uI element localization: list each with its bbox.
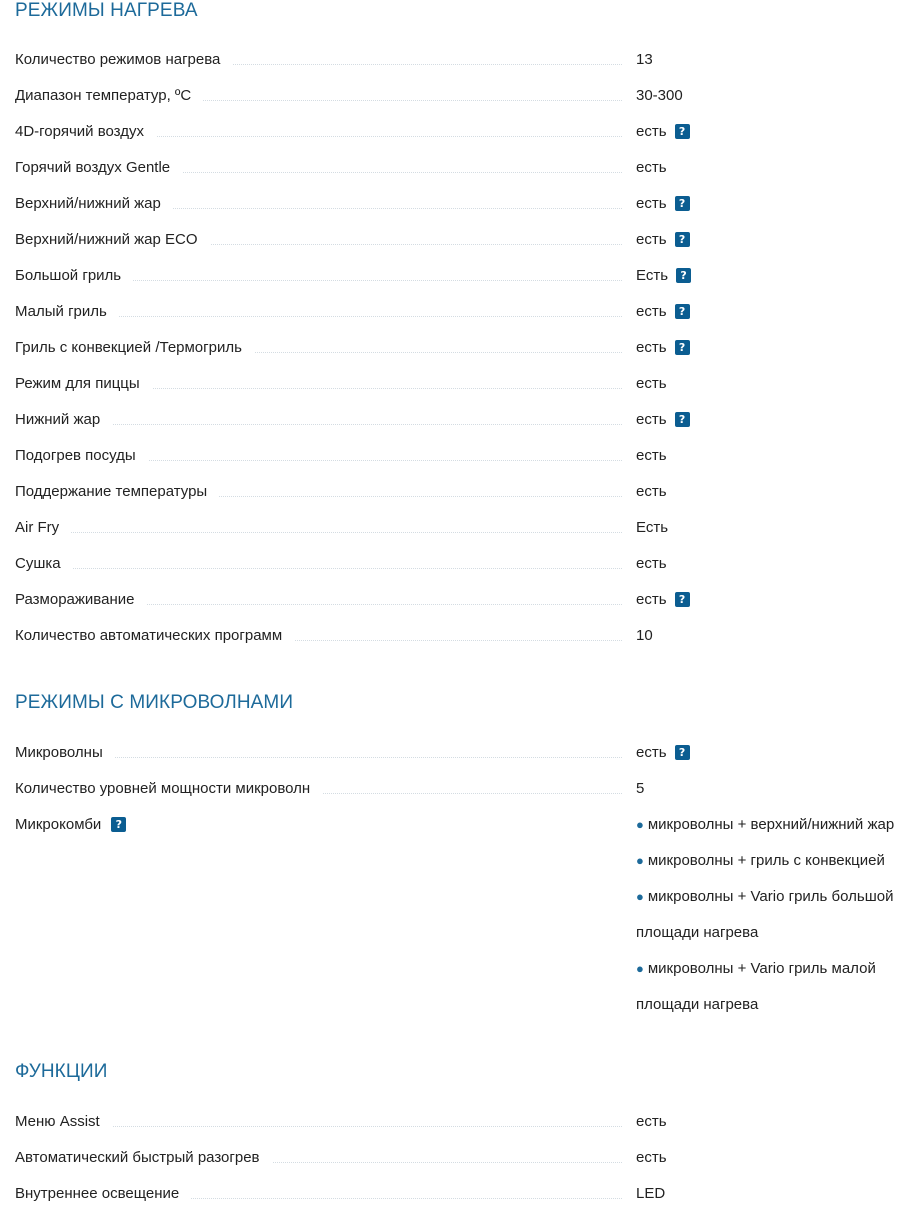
spec-row-hot-air-gentle (15, 150, 920, 186)
section-functions (15, 1061, 920, 1083)
spec-row-interior-light (15, 1176, 920, 1212)
spec-value: есть (636, 159, 667, 176)
spec-value: есть (636, 447, 667, 464)
spec-row-pizza-mode (15, 366, 920, 402)
section-title-heating: РЕЖИМЫ НАГРЕВА (15, 0, 198, 21)
spec-value: есть (636, 303, 667, 320)
microcombi-item: ● микроволны + Vario гриль большой площади нагрева (636, 888, 894, 941)
spec-row-microwave-power-levels (15, 771, 920, 807)
rows-microwave (15, 735, 920, 1013)
spec-label: Подогрев посуды (15, 438, 148, 474)
microcombi-item: ● микроволны + верхний/нижний жар (636, 816, 895, 833)
spec-value: 5 (636, 780, 645, 797)
spec-value: 30-300 (636, 87, 683, 104)
spec-value: есть (636, 231, 667, 248)
spec-label: Сушка (15, 546, 73, 582)
spec-value: есть (636, 483, 667, 500)
spec-row-convection-grill (15, 330, 920, 366)
spec-label: Нижний жар (15, 402, 112, 438)
help-icon[interactable]: ? (111, 817, 126, 832)
spec-label: Размораживание (15, 582, 146, 618)
spec-label: Верхний/нижний жар (15, 186, 173, 222)
section-title-functions: ФУНКЦИИ (15, 1061, 108, 1082)
spec-row-top-bottom-heat-eco (15, 222, 920, 258)
spec-value: Есть (636, 519, 669, 536)
spec-row-bottom-heat (15, 402, 920, 438)
spec-label: Большой гриль (15, 258, 133, 294)
spec-label: Количество уровней мощности микроволн (15, 771, 322, 807)
spec-label: Микрокомби ? (15, 807, 126, 843)
spec-row-small-grill (15, 294, 920, 330)
spec-label: Микроволны (15, 735, 115, 771)
spec-value: есть (636, 555, 667, 572)
spec-row-keep-warm (15, 474, 920, 510)
microcombi-list (636, 807, 924, 1023)
rows-functions (15, 1104, 920, 1212)
help-icon[interactable]: ? (675, 592, 690, 607)
spec-label: Диапазон температур, ºC (15, 78, 203, 114)
bullet-icon: ● (636, 961, 644, 976)
spec-row-4d-hot-air (15, 114, 920, 150)
section-heating (15, 0, 920, 22)
help-icon[interactable]: ? (675, 196, 690, 211)
spec-row-plate-warming (15, 438, 920, 474)
bullet-icon: ● (636, 817, 644, 832)
rows-heating (15, 42, 920, 654)
help-icon[interactable]: ? (675, 745, 690, 760)
spec-value: есть (636, 339, 667, 356)
spec-value: есть (636, 195, 667, 212)
spec-row-auto-programs-count (15, 618, 920, 654)
spec-label: Внутреннее освещение (15, 1176, 191, 1212)
spec-label: Поддержание температуры (15, 474, 219, 510)
spec-value: есть (636, 123, 667, 140)
spec-value: Есть (636, 267, 669, 284)
spec-row-large-grill (15, 258, 920, 294)
spec-row-drying (15, 546, 920, 582)
spec-row-temp-range (15, 78, 920, 114)
spec-label: Меню Assist (15, 1104, 112, 1140)
bullet-icon: ● (636, 889, 644, 904)
spec-label: Режим для пиццы (15, 366, 152, 402)
spec-label: Количество автоматических программ (15, 618, 294, 654)
spec-value: есть (636, 1113, 667, 1130)
microcombi-item: ● микроволны + Vario гриль малой площади нагрева (636, 960, 876, 1013)
help-icon[interactable]: ? (675, 304, 690, 319)
microcombi-item: ● микроволны + гриль с конвекцией (636, 852, 885, 869)
spec-row-defrost (15, 582, 920, 618)
spec-value: есть (636, 375, 667, 392)
help-icon[interactable]: ? (675, 124, 690, 139)
spec-row-microwaves (15, 735, 920, 771)
spec-label: Верхний/нижний жар ECO (15, 222, 210, 258)
spec-value: LED (636, 1185, 666, 1202)
spec-label: Горячий воздух Gentle (15, 150, 182, 186)
help-icon[interactable]: ? (675, 412, 690, 427)
spec-value: есть (636, 411, 667, 428)
spec-value: есть (636, 1149, 667, 1166)
help-icon[interactable]: ? (676, 268, 691, 283)
spec-row-heating-modes-count (15, 42, 920, 78)
bullet-icon: ● (636, 853, 644, 868)
spec-label: Малый гриль (15, 294, 119, 330)
spec-row-menu-assist (15, 1104, 920, 1140)
spec-value: есть (636, 591, 667, 608)
section-title-microwave: РЕЖИМЫ С МИКРОВОЛНАМИ (15, 692, 294, 713)
spec-row-air-fry (15, 510, 920, 546)
spec-value: есть (636, 744, 667, 761)
spec-row-auto-rapid-preheat (15, 1140, 920, 1176)
help-icon[interactable]: ? (675, 232, 690, 247)
section-microwave (15, 692, 920, 714)
spec-value: 13 (636, 51, 653, 68)
spec-label: 4D-горячий воздух (15, 114, 156, 150)
spec-label: Air Fry (15, 510, 71, 546)
spec-label: Гриль с конвекцией /Термогриль (15, 330, 254, 366)
spec-label: Автоматический быстрый разогрев (15, 1140, 272, 1176)
spec-row-microcombi (15, 807, 920, 1013)
spec-row-top-bottom-heat (15, 186, 920, 222)
spec-label: Количество режимов нагрева (15, 42, 232, 78)
spec-value: 10 (636, 627, 653, 644)
help-icon[interactable]: ? (675, 340, 690, 355)
